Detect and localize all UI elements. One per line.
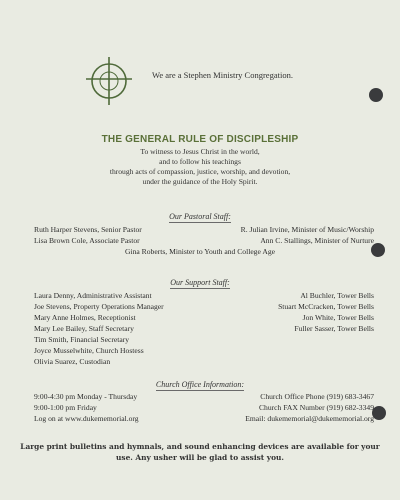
discipleship-line: To witness to Jesus Christ in the world, [140, 147, 260, 156]
support-staff-member: Tim Smith, Financial Secretary [34, 335, 130, 344]
support-staff-member: Mary Anne Holmes, Receptionist [34, 313, 136, 322]
pastoral-staff-member: Lisa Brown Cole, Associate Pastor [34, 236, 140, 245]
discipleship-text [0, 147, 400, 187]
support-staff-member: Mary Lee Bailey, Staff Secretary [34, 324, 134, 333]
discipleship-title: THE GENERAL RULE OF DISCIPLESHIP [101, 134, 299, 145]
pastoral-staff-heading: Our Pastoral Staff: [169, 212, 231, 221]
discipleship-line: and to follow his teachings [159, 157, 241, 166]
support-staff-member: Joyce Musselwhite, Church Hostess [34, 346, 144, 355]
office-hours: 9:00-1:00 pm Friday [34, 403, 97, 412]
support-staff-member: Olivia Suarez, Custodian [34, 357, 111, 366]
stephen-ministry-cross-logo-icon [84, 56, 134, 106]
discipleship-line: under the guidance of the Holy Spirit. [142, 177, 258, 186]
discipleship-line: through acts of compassion, justice, worship, and devotion, [109, 167, 291, 176]
pastoral-staff-member: Gina Roberts, Minister to Youth and College Age [125, 247, 275, 256]
binder-hole-top [369, 88, 383, 102]
binder-hole-bottom [372, 406, 386, 420]
support-staff-member: Stuart McCracken, Tower Bells [278, 302, 374, 311]
pastoral-staff-member: Ruth Harper Stevens, Senior Pastor [34, 225, 142, 234]
support-staff-member: Laura Denny, Administrative Assistant [34, 291, 152, 300]
pastoral-staff-member: R. Julian Irvine, Minister of Music/Worship [240, 225, 374, 234]
pastoral-staff-member: Ann C. Stallings, Minister of Nurture [260, 236, 374, 245]
stephen-ministry-statement: We are a Stephen Ministry Congregation. [152, 70, 293, 80]
office-info-heading: Church Office Information: [155, 380, 245, 389]
office-phone: Church Office Phone (919) 683-3467 [260, 392, 374, 401]
support-staff-member: Fuller Sasser, Tower Bells [294, 324, 374, 333]
office-fax: Church FAX Number (919) 682-3349 [258, 403, 374, 412]
support-staff-member: Al Buchler, Tower Bells [300, 291, 374, 300]
website-link[interactable]: Log on at www.dukememorial.org [34, 414, 139, 423]
accessibility-notice: Large print bulletins and hymnals, and sound enhancing devices are available for your use. Any usher will be glad to assist you. [20, 442, 380, 462]
support-staff-heading: Our Support Staff: [170, 278, 230, 287]
support-staff-member: Joe Stevens, Property Operations Manager [34, 302, 164, 311]
support-staff-member: Jon White, Tower Bells [302, 313, 374, 322]
office-hours: 9:00-4:30 pm Monday - Thursday [34, 392, 138, 401]
office-email[interactable]: Email: dukememorial@dukememorial.org [245, 414, 374, 423]
